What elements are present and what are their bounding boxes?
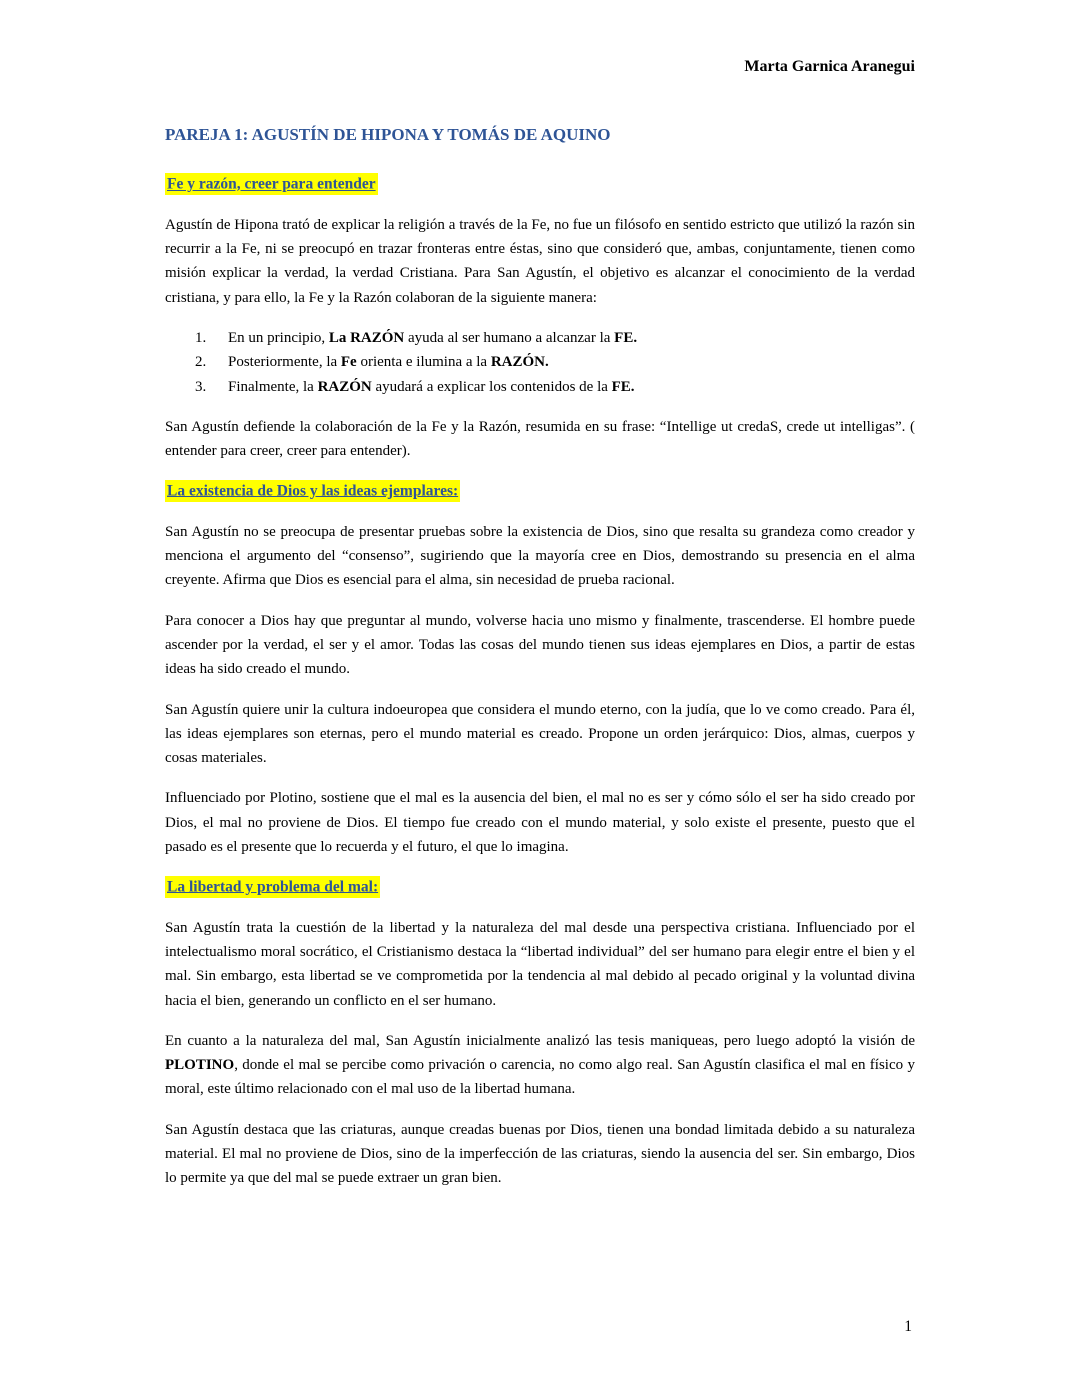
paragraph-criaturas-bondad [165,1118,915,1191]
list-item [195,375,915,399]
text-run: orienta e ilumina a la [356,354,491,371]
paragraph-influencia-plotino [165,786,915,859]
paragraph-cultura-indoeuropea [165,698,915,771]
section-heading-existencia-de-dios [165,479,915,503]
text-run: En un principio, [228,329,329,346]
paragraph-naturaleza-del-mal [165,1029,915,1102]
list-item-number: 2. [195,354,207,371]
paragraph-cuestion-libertad [165,916,915,1013]
text-run: , donde el mal se percibe como privación o carencia, no como algo real. San Agustín clasifica el mal en físico y moral, este último relacionado con el mal uso de la libertad humana. [165,1057,915,1098]
bold-text-run: PLOTINO [165,1057,235,1074]
numbered-list [165,326,915,399]
text-run: San Agustín trata la cuestión de la libertad y la naturaleza del mal desde una perspectiva cristiana. Influenciado por el intelectualismo moral socrático, el Cristianismo destaca la “libertad individual” del ser humano para elegir entre el bien y el mal. Sin embargo, esta libertad se ve comprometida por la tendencia al mal debido al pecado original y la voluntad divina hacia el bien, generando un conflicto en el ser humano. [165,919,915,1009]
highlighted-heading-text: La libertad y problema del mal: [165,876,380,898]
list-item [195,350,915,374]
bold-text-run: FE. [614,329,638,346]
list-item-number: 3. [195,378,207,395]
section-heading-libertad-y-mal [165,875,915,899]
section-heading-fe-y-razon [165,173,915,197]
list-item [195,326,915,350]
text-run: San Agustín quiere unir la cultura indoeuropea que considera el mundo eterno, con la judía, que lo ve como creado. Para él, las ideas ejemplares son eternas, pero el mundo material es creado. Propone un orden jerárquico: Dios, almas, cuerpos y cosas materiales. [165,701,915,767]
author-header: Marta Garnica Aranegui [744,58,915,75]
text-run: San Agustín destaca que las criaturas, aunque creadas buenas por Dios, tienen una bondad limitada debido a su naturaleza material. El mal no proviene de Dios, sino de la imperfección de las criaturas, siendo la ausencia del ser. Sin embargo, Dios lo permite ya que del mal se puede extraer un gran bien. [165,1121,915,1187]
paragraph-conocer-a-dios [165,609,915,682]
bold-text-run: La RAZÓN [328,329,405,346]
text-run: Para conocer a Dios hay que preguntar al mundo, volverse hacia uno mismo y finalmente, trascenderse. El hombre puede ascender por la verdad, el ser y el amor. Todas las cosas del mundo tienen sus ideas ejemplares en Dios, a partir de estas ideas ha sido creado el mundo. [165,612,915,678]
paragraph-pruebas-existencia [165,520,915,593]
paragraph-intellige-ut-credas [165,415,915,464]
document-title: PAREJA 1: AGUSTÍN DE HIPONA Y TOMÁS DE AQUINO [165,124,611,144]
bold-text-run: RAZÓN. [490,354,549,371]
text-run: Agustín de Hipona trató de explicar la religión a través de la Fe, no fue un filósofo en sentido estricto que utilizó la razón sin recurrir a la Fe, ni se preocupó en trazar fronteras entre éstas, sino que consideró que, ambas, conjuntamente, tienen como misión explicar la verdad, la verdad Cristiana. Para San Agustín, el objetivo es alcanzar el conocimiento de la verdad cristiana, y para ello, la Fe y la Razón colaboran de la siguiente manera: [165,216,915,306]
page-number: 1 [904,1318,912,1335]
text-run: ayudará a explicar los contenidos de la [371,378,612,395]
text-run: San Agustín defiende la colaboración de la Fe y la Razón, resumida en su frase: “Intellige ut credaS, crede ut intelligas”. ( entender para creer, creer para entender). [165,418,915,460]
bold-text-run: FE. [611,378,635,395]
bold-text-run: Fe [340,354,357,371]
list-item-text [228,350,549,374]
text-run: San Agustín no se preocupa de presentar pruebas sobre la existencia de Dios, sino que resalta su grandeza como creador y menciona el argumento del “consenso”, sugiriendo que la mayoría cree en Dios, demostrando su presencia en el alma creyente. Afirma que Dios es esencial para el alma, sin necesidad de prueba racional. [165,523,915,589]
bold-text-run: RAZÓN [317,378,372,395]
list-item-number: 1. [195,329,207,346]
text-run: Influenciado por Plotino, sostiene que el mal es la ausencia del bien, el mal no es ser y cómo sólo el ser ha sido creado por Dios, el mal no proviene de Dios. El tiempo fue creado con el mundo material, y solo existe el presente, puesto que el pasado es el presente que lo recuerda y el futuro, el que lo imagina. [165,790,915,856]
text-run: Finalmente, la [228,378,318,395]
text-run: En cuanto a la naturaleza del mal, San Agustín inicialmente analizó las tesis maniqueas, pero luego adoptó la visión de [165,1032,915,1049]
text-run: ayuda al ser humano a alcanzar la [404,329,615,346]
paragraph-intro-fe-razon [165,213,915,310]
list-item-text [228,326,637,350]
list-item-text [228,375,635,399]
text-run: Posteriormente, la [228,354,341,371]
highlighted-heading-text: La existencia de Dios y las ideas ejemplares: [165,480,460,502]
highlighted-heading-text: Fe y razón, creer para entender [165,173,378,195]
